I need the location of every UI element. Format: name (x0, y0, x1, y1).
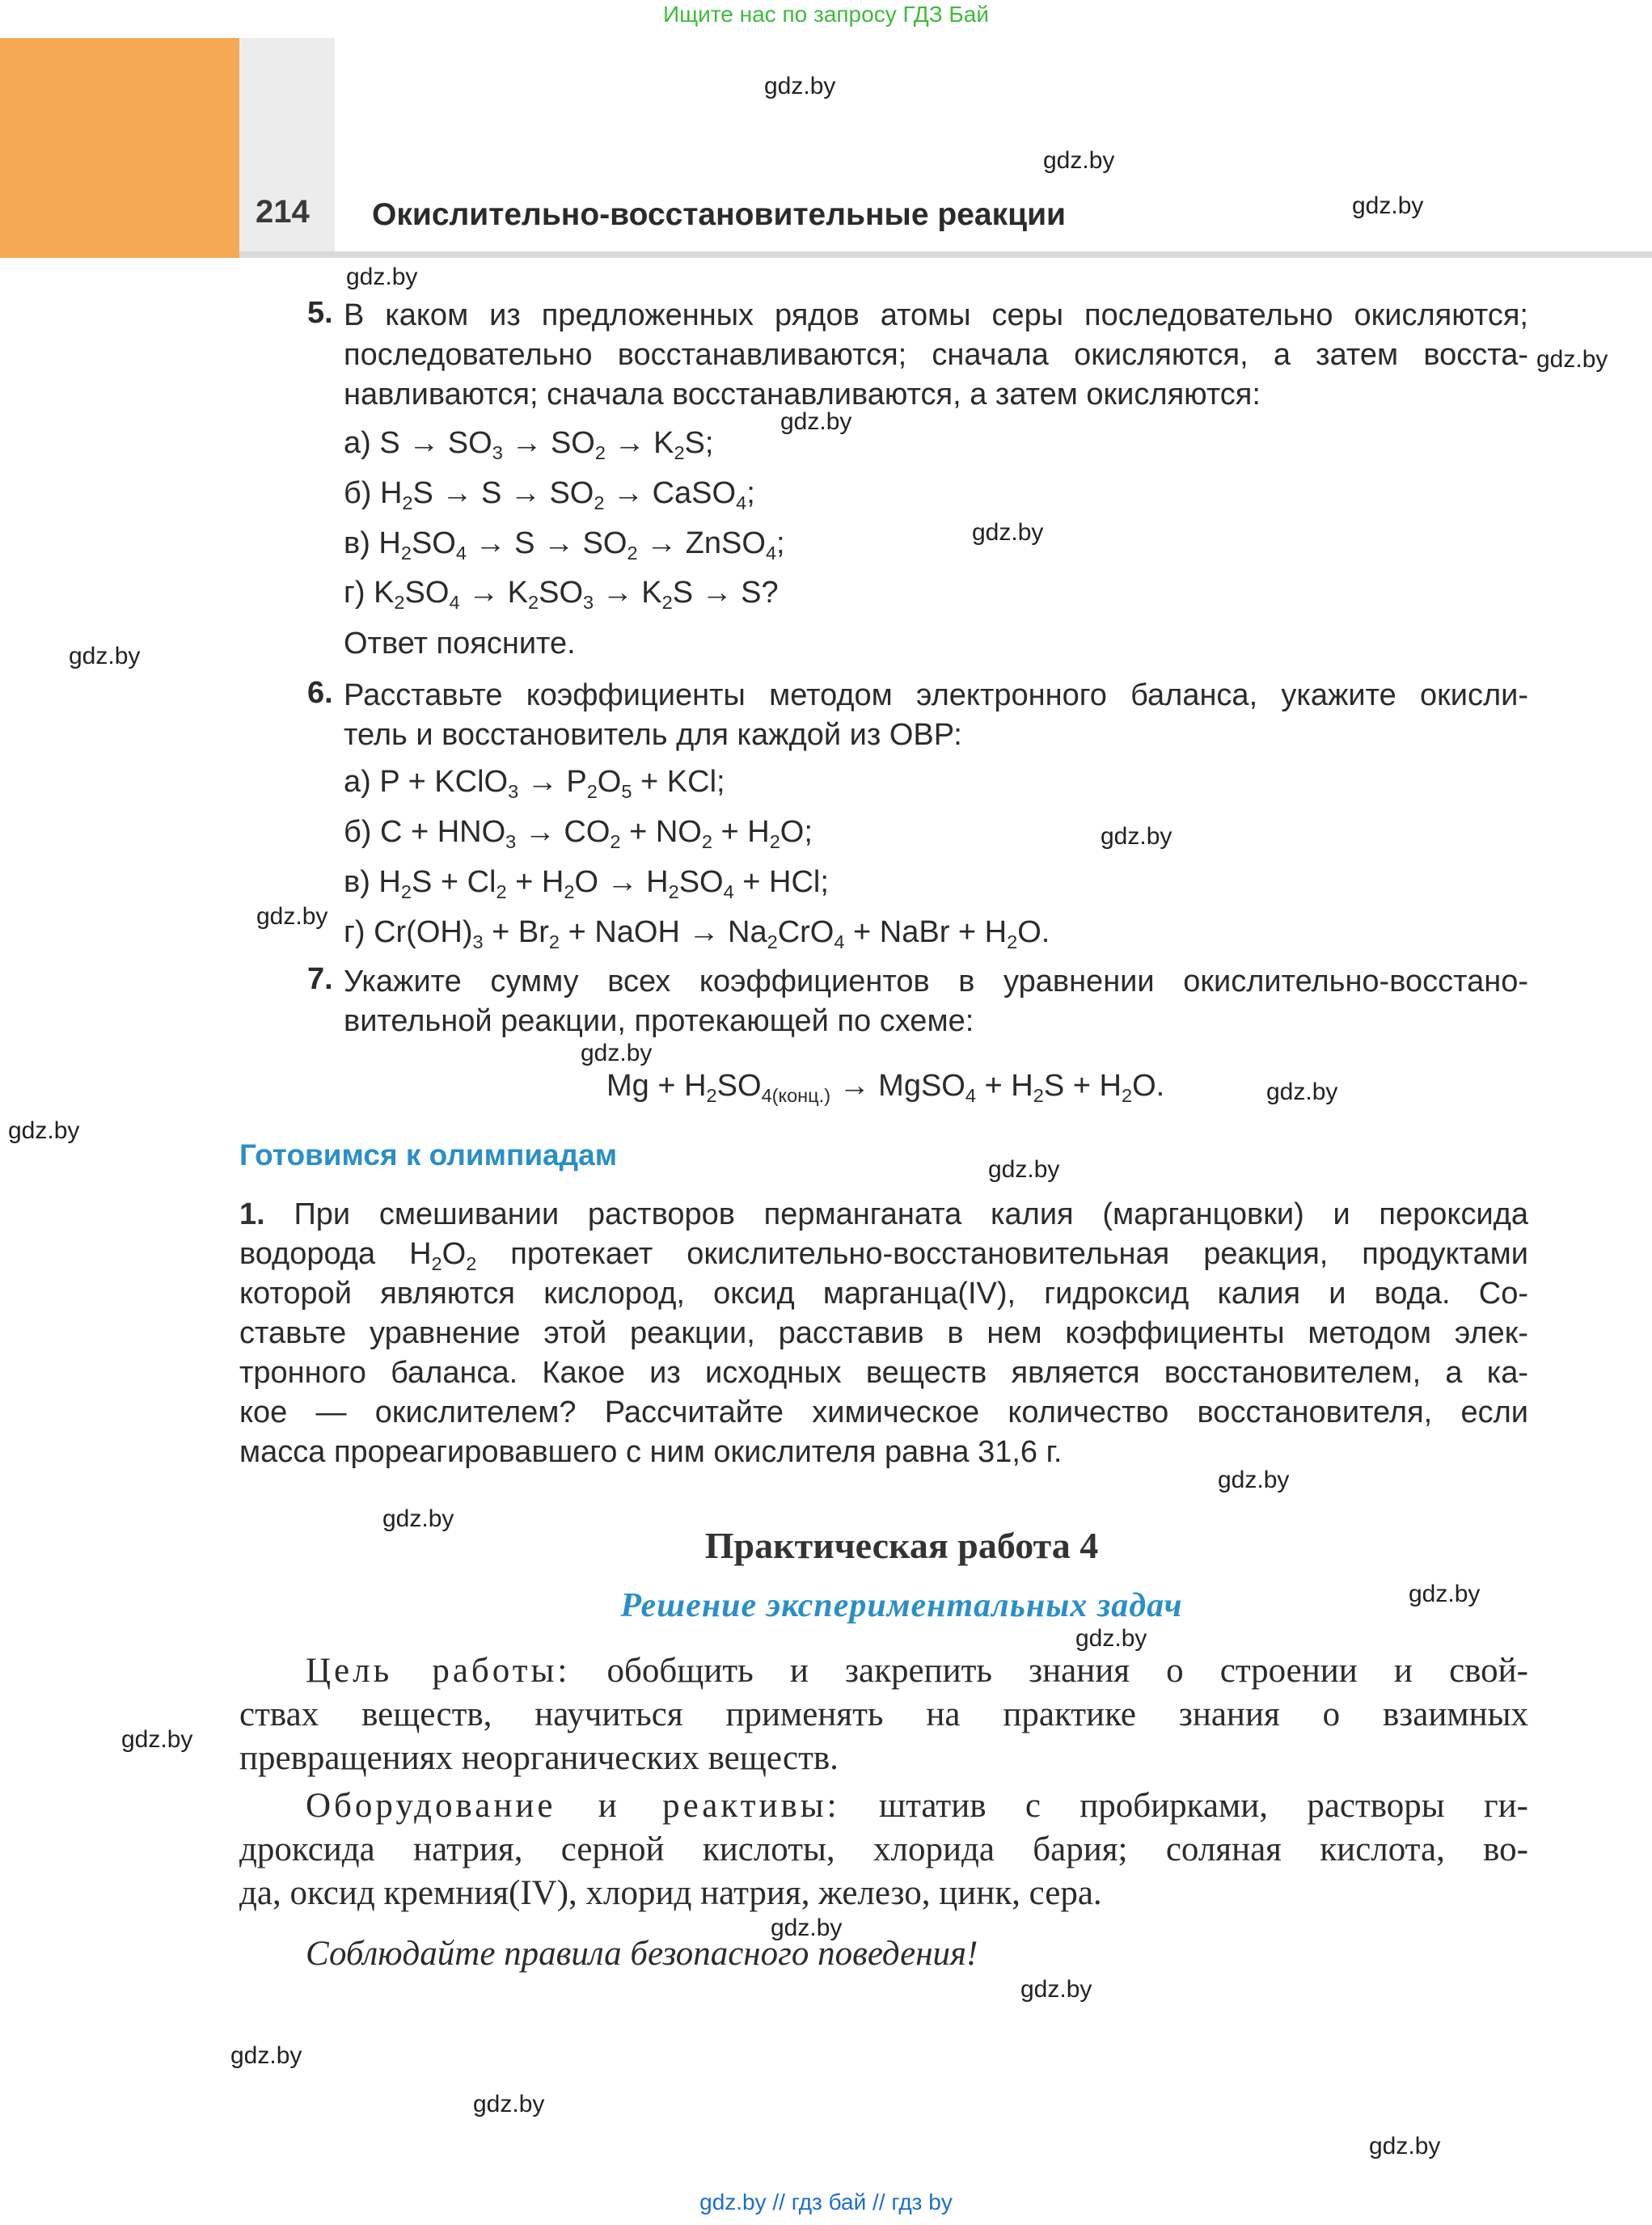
question-7-number: 7. (307, 962, 333, 996)
text-line: масса прореагировавшего с ним окислителя равна 31,6 г. (239, 1435, 1063, 1469)
watermark: gdz.by (473, 2091, 545, 2117)
question-7-text (344, 962, 1528, 1041)
watermark: gdz.by (988, 1156, 1060, 1183)
watermark: gdz.by (346, 264, 418, 290)
text-line: превращениях неорганических веществ. (239, 1739, 839, 1777)
question-5-number: 5. (307, 296, 333, 330)
watermark: gdz.by (382, 1505, 454, 1532)
text-line: водорода $H_2O_2$ протекает окислительно-восстановительная реакция, продуктами (239, 1237, 1529, 1275)
text-line: Цель работы: обобщить и закрепить знания о строении и свой- (306, 1652, 1528, 1690)
option-5d: г) $K_2SO_4 \to K_2SO_3 \to K_2S \to S$? (344, 576, 779, 614)
watermark: gdz.by (8, 1117, 80, 1144)
header-divider (239, 251, 1652, 258)
text-line: последовательно восстанавливаются; сначала окисляются, а затем восста- (344, 338, 1528, 372)
watermark: gdz.by (230, 2042, 302, 2069)
text-line: которой являются кислород, оксид марганца(IV), гидроксид калия и вода. Со- (239, 1277, 1528, 1311)
olympiad-number: 1. (239, 1197, 265, 1231)
text-line: ставьте уравнение этой реакции, расставив в нем коэффициенты методом элек- (239, 1316, 1528, 1350)
question-5-note: Ответ поясните. (344, 627, 576, 661)
practical-goal (239, 1649, 1528, 1780)
practical-title: Практическая работа 4 (704, 1525, 1099, 1566)
practical-subtitle: Решение экспериментальных задач (620, 1587, 1183, 1624)
watermark: gdz.by (1536, 346, 1608, 373)
text-line: кое — окислителем? Рассчитайте химическое количество восстановителя, если (239, 1395, 1528, 1429)
goal-label: Цель работы: (306, 1652, 571, 1690)
question-7-equation: $Mg + H_2SO_{4(конц.)}$ → MgSO$_4$ + $H_2S + H_2O$. (606, 1069, 1165, 1107)
text-line: навливаются; сначала восстанавливаются, а затем окисляются: (344, 378, 1261, 412)
question-6-number: 6. (307, 676, 333, 710)
watermark: gdz.by (780, 408, 852, 435)
option-5b: б) $H_2S \to S \to SO_2$ → CaSO$_4$; (344, 476, 755, 514)
text-line: 1. При смешивании растворов перманганата калия (марганцовки) и пероксида (239, 1197, 1528, 1231)
question-6-text (344, 676, 1528, 755)
watermark: gdz.by (1020, 1976, 1092, 2003)
watermark: gdz.by (256, 903, 328, 930)
text-line: дроксида натрия, серной кислоты, хлорида бария; соляная кислота, во- (239, 1830, 1528, 1868)
text-line: вительной реакции, протекающей по схеме: (344, 1004, 974, 1038)
watermark: gdz.by (771, 1915, 843, 1941)
watermark: gdz.by (1075, 1625, 1147, 1652)
watermark: gdz.by (1101, 823, 1172, 850)
chapter-title: Окислительно-восстановительные реакции (372, 197, 1067, 232)
watermark: gdz.by (1409, 1581, 1481, 1607)
text-line: Расставьте коэффициенты методом электронного баланса, укажите окисли- (344, 678, 1528, 712)
text-line: В каком из предложенных рядов атомы серы последовательно окисляются; (344, 298, 1528, 332)
practical-equipment (239, 1784, 1528, 1915)
text-line: Укажите сумму всех коэффициентов в уравнении окислительно-восстано- (344, 965, 1528, 999)
watermark: gdz.by (121, 1726, 193, 1753)
option-5a: а) $S \to SO_3 \to SO_2 \to K_2S$; (344, 426, 714, 464)
option-6a: а) P + KClO$_3$ → $P_2O_5$ + KCl; (344, 765, 725, 803)
option-6b: б) $C + HNO_3 \to CO_2 + NO_2 + H_2O$; (344, 815, 813, 853)
text-line: тронного баланса. Какое из исходных веществ является восстановителем, а ка- (239, 1356, 1528, 1390)
text-line: тель и восстановитель для каждой из ОВР: (344, 718, 962, 752)
question-5-text (344, 296, 1528, 415)
safety-note: Соблюдайте правила безопасного поведения! (306, 1935, 978, 1973)
option-6c: в) $H_2S + Cl_2 + H_2O \to H_2SO_4$ + HCl; (344, 865, 829, 903)
page-number: 214 (256, 194, 310, 230)
watermark: gdz.by (69, 643, 141, 669)
text-line: Оборудование и реактивы: штатив с пробирками, растворы ги- (306, 1787, 1529, 1825)
text-line: да, оксид кремния(IV), хлорид натрия, железо, цинк, сера. (239, 1874, 1102, 1912)
watermark: gdz.by (764, 73, 836, 99)
watermark: gdz.by (581, 1040, 653, 1066)
text-line: ствах веществ, научиться применять на практике знания о взаимных (239, 1695, 1528, 1733)
equipment-label: Оборудование и реактивы: (306, 1787, 840, 1825)
watermark: gdz.by (1369, 2133, 1441, 2160)
watermark: gdz.by (1352, 192, 1424, 219)
option-6d: г) $Cr(OH)_3 + Br_2$ + NaOH → $Na_2CrO_4$ + NaBr + $H_2O$. (344, 915, 1050, 953)
watermark: gdz.by (1218, 1467, 1290, 1493)
header-orange-block (0, 38, 239, 258)
watermark: gdz.by (1266, 1079, 1338, 1105)
top-banner[interactable]: Ищите нас по запросу ГДЗ Бай (662, 2, 990, 27)
footer-links[interactable]: gdz.by // гдз бай // гдз by (699, 2189, 953, 2214)
watermark: gdz.by (1043, 147, 1115, 174)
olympiad-heading: Готовимся к олимпиадам (239, 1138, 618, 1172)
watermark: gdz.by (972, 519, 1044, 546)
option-5c: в) $H_2SO_4 \to S \to SO_2$ → ZnSO$_4$; (344, 526, 785, 564)
olympiad-task (239, 1195, 1528, 1472)
